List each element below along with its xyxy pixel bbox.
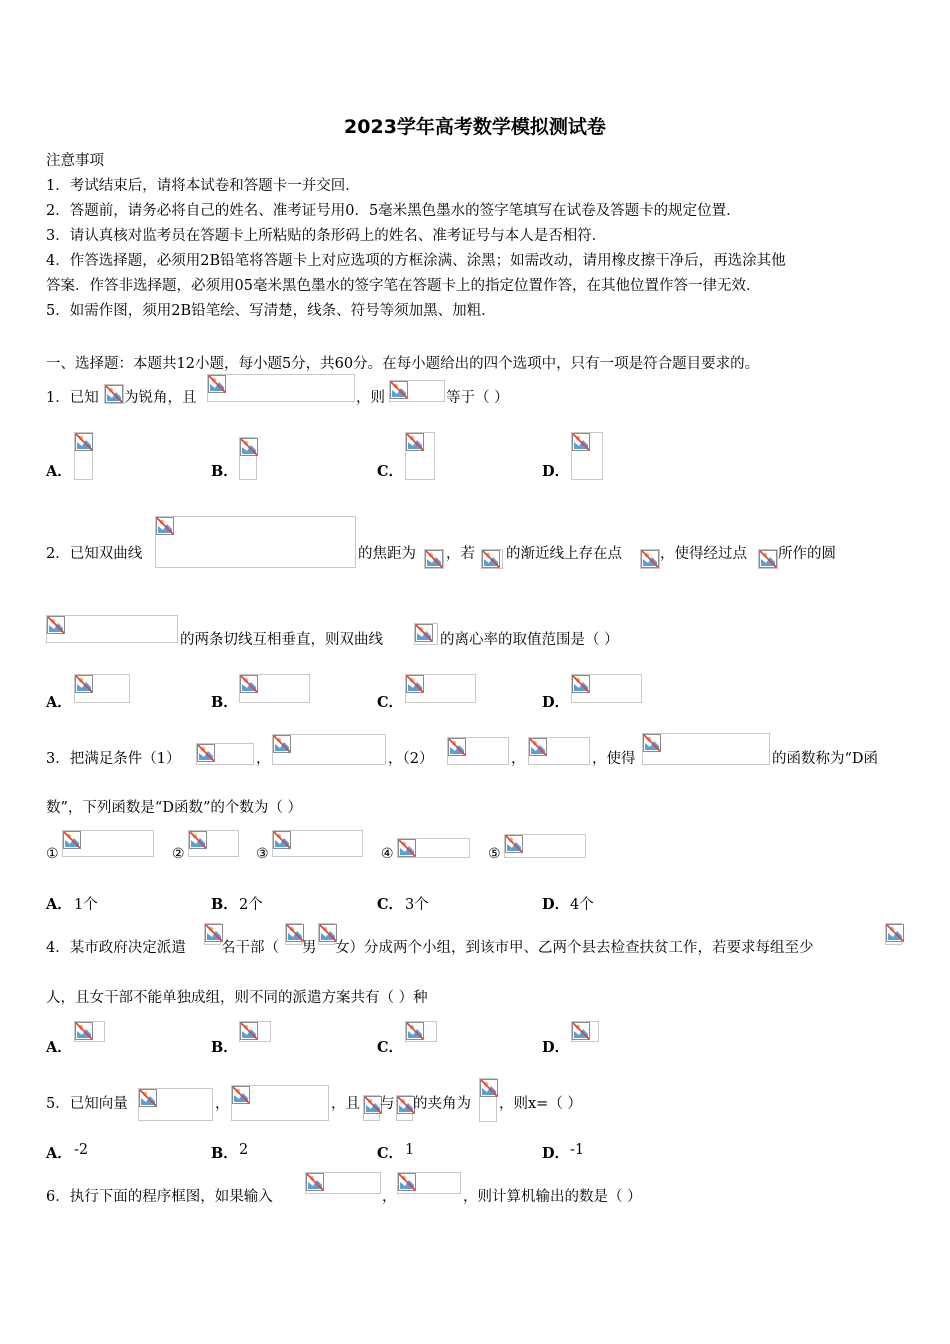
formula-image	[46, 615, 178, 643]
broken-image-icon	[197, 744, 215, 762]
broken-image-icon	[232, 1086, 250, 1104]
formula-image	[104, 384, 124, 404]
q4-text-1: 4．某市政府决定派遣	[46, 940, 186, 956]
q3-option-a-label: A．	[46, 896, 72, 913]
q5-option-b-value: 2	[239, 1142, 249, 1158]
q6-text-1: 6．执行下面的程序框图，如果输入	[46, 1189, 273, 1205]
formula-image	[305, 1172, 381, 1194]
q3-item-2-image	[188, 830, 239, 857]
q2-option-b-label: B．	[211, 694, 238, 711]
broken-image-icon	[641, 550, 659, 568]
broken-image-icon	[886, 924, 904, 942]
notice-item-1: 1．考试结束后，请将本试卷和答题卡一并交回．	[46, 178, 360, 194]
formula-image	[447, 737, 509, 765]
broken-image-icon	[240, 438, 258, 456]
q2-text-2: 的焦距为	[358, 546, 416, 562]
broken-image-icon	[240, 675, 258, 693]
broken-image-icon	[189, 831, 207, 849]
formula-image	[642, 733, 770, 765]
q3-option-d-label: D．	[542, 896, 570, 913]
q5-option-c-label: C．	[377, 1145, 404, 1162]
formula-image	[196, 743, 254, 765]
broken-image-icon	[480, 1079, 498, 1097]
q5-option-a-label: A．	[46, 1145, 72, 1162]
q1-option-c-image	[405, 432, 435, 480]
q3-text-2: ，	[256, 751, 271, 767]
broken-image-icon	[208, 375, 226, 393]
formula-image	[397, 1172, 461, 1194]
q3-item-3-image	[272, 830, 363, 857]
broken-image-icon	[406, 433, 424, 451]
q2-option-a-image	[74, 674, 130, 703]
q4-text-3: 男	[302, 940, 317, 956]
q3-option-a-value: 1个	[74, 897, 98, 913]
q2-text-1: 2．已知双曲线	[46, 546, 143, 562]
formula-image	[885, 923, 902, 945]
q3-item-1-marker: ①	[46, 846, 59, 862]
q3-text-6: 的函数称为“D函	[772, 751, 879, 767]
q2-text-3: ，若	[446, 546, 475, 562]
q2-option-d-label: D．	[542, 694, 570, 711]
q5-option-c-value: 1	[405, 1142, 415, 1158]
q3-text-1: 3．把满足条件（1）	[46, 751, 181, 767]
broken-image-icon	[572, 433, 590, 451]
q4-option-c-image	[405, 1021, 437, 1042]
formula-image	[481, 549, 503, 569]
q4-option-d-label: D．	[542, 1039, 570, 1056]
broken-image-icon	[75, 433, 93, 451]
formula-image	[414, 623, 438, 645]
q1-text-3: ，则	[356, 390, 385, 406]
q5-option-b-label: B．	[211, 1145, 238, 1162]
q3-option-d-value: 4个	[570, 897, 594, 913]
broken-image-icon	[643, 734, 661, 752]
q2-text-4: 的渐近线上存在点	[506, 546, 622, 562]
q4-option-b-image	[239, 1021, 271, 1042]
formula-image	[285, 923, 302, 945]
q5-text-1: 5．已知向量	[46, 1096, 128, 1112]
broken-image-icon	[390, 381, 408, 399]
broken-image-icon	[240, 1022, 258, 1040]
q3-item-3-marker: ③	[256, 846, 269, 862]
broken-image-icon	[482, 550, 500, 568]
formula-image	[155, 516, 356, 568]
formula-image	[396, 1095, 413, 1121]
q3-option-c-label: C．	[377, 896, 404, 913]
q5-text-6: ，则x=（ ）	[499, 1096, 582, 1112]
broken-image-icon	[398, 839, 416, 857]
broken-image-icon	[63, 831, 81, 849]
formula-image	[758, 549, 778, 569]
q3-item-4-image	[397, 838, 470, 858]
q1-text-2: 为锐角，且	[124, 390, 197, 406]
q3-item-2-marker: ②	[172, 846, 185, 862]
q5-text-4: 与	[380, 1096, 395, 1112]
formula-image	[479, 1078, 497, 1122]
q2-option-c-label: C．	[377, 694, 404, 711]
q1-option-d-label: D．	[542, 463, 570, 480]
formula-image	[389, 380, 445, 402]
q2-text-8: 的离心率的取值范围是（ ）	[440, 632, 619, 648]
q2-text-7: 的两条切线互相垂直，则双曲线	[180, 632, 383, 648]
q3-item-5-image	[504, 834, 586, 858]
q1-option-c-label: C．	[377, 463, 404, 480]
broken-image-icon	[75, 1022, 93, 1040]
formula-image	[207, 374, 355, 402]
broken-image-icon	[529, 738, 547, 756]
q5-option-d-label: D．	[542, 1145, 570, 1162]
q5-text-2: ，	[215, 1096, 230, 1112]
notice-item-4-cont: 答案．作答非选择题，必须用05毫米黑色墨水的签字笔在答题卡上的指定位置作答，在其他位置作答一律无效．	[46, 278, 761, 294]
exam-title: 2023学年高考数学模拟测试卷	[344, 116, 606, 138]
q3-text-4: ，	[511, 751, 526, 767]
q2-option-b-image	[239, 674, 310, 703]
q2-text-5: ，使得经过点	[660, 546, 747, 562]
formula-image	[231, 1085, 329, 1121]
q3-option-b-label: B．	[211, 896, 238, 913]
q6-text-3: ，则计算机输出的数是（ ）	[463, 1189, 642, 1205]
q3-item-5-marker: ⑤	[488, 846, 501, 862]
broken-image-icon	[759, 550, 777, 568]
formula-image	[424, 549, 444, 569]
notice-item-4: 4．作答选择题，必须用2B铅笔将答题卡上对应选项的方框涂满、涂黑；如需改动，请用橡皮擦干净后，再选涂其他	[46, 253, 786, 269]
broken-image-icon	[406, 675, 424, 693]
broken-image-icon	[406, 1022, 424, 1040]
notice-item-5: 5．如需作图，须用2B铅笔绘、写清楚，线条、符号等须加黑、加粗．	[46, 303, 496, 319]
broken-image-icon	[572, 675, 590, 693]
broken-image-icon	[273, 735, 291, 753]
q5-text-3: ，且	[331, 1096, 360, 1112]
q1-text-1: 1．已知	[46, 390, 99, 406]
q5-option-a-value: -2	[74, 1142, 89, 1158]
q5-option-d-value: -1	[570, 1142, 585, 1158]
q1-option-a-label: A．	[46, 463, 72, 480]
broken-image-icon	[505, 835, 523, 853]
q4-text-2: 名干部（	[221, 940, 279, 956]
q2-option-d-image	[571, 674, 642, 703]
broken-image-icon	[448, 738, 466, 756]
broken-image-icon	[47, 616, 65, 634]
q4-option-a-label: A．	[46, 1039, 72, 1056]
broken-image-icon	[572, 1022, 590, 1040]
notice-heading: 注意事项	[46, 153, 104, 169]
q3-item-4-marker: ④	[381, 846, 394, 862]
q3-option-b-value: 2个	[239, 897, 263, 913]
q3-text-3: ，（2）	[388, 751, 434, 767]
formula-image	[204, 923, 221, 945]
broken-image-icon	[156, 517, 174, 535]
q2-text-6: 所作的圆	[778, 546, 836, 562]
broken-image-icon	[306, 1173, 324, 1191]
broken-image-icon	[415, 624, 433, 642]
broken-image-icon	[75, 675, 93, 693]
q5-text-5: 的夹角为	[413, 1096, 471, 1112]
q1-option-b-label: B．	[211, 463, 238, 480]
formula-image	[272, 734, 386, 765]
broken-image-icon	[425, 550, 443, 568]
q1-option-b-image	[239, 437, 257, 480]
q6-text-2: ，	[382, 1189, 397, 1205]
q1-option-d-image	[571, 432, 603, 480]
broken-image-icon	[105, 385, 123, 403]
section-heading: 一、选择题：本题共12小题，每小题5分，共60分。在每小题给出的四个选项中，只有一项是符合题目要求的。	[46, 356, 760, 372]
q1-text-4: 等于（ ）	[446, 390, 509, 406]
q3-text-5: ，使得	[592, 751, 636, 767]
notice-item-3: 3．请认真核对监考员在答题卡上所粘贴的条形码上的姓名、准考证号与本人是否相符．	[46, 228, 607, 244]
broken-image-icon	[398, 1173, 416, 1191]
q3-text-7: 数”，下列函数是“D函数”的个数为（ ）	[46, 800, 302, 816]
formula-image	[138, 1088, 213, 1121]
formula-image	[640, 549, 660, 569]
broken-image-icon	[273, 831, 291, 849]
formula-image	[363, 1095, 380, 1121]
q2-option-c-image	[405, 674, 476, 703]
q2-option-a-label: A．	[46, 694, 72, 711]
q1-option-a-image	[74, 432, 93, 480]
q4-option-a-image	[74, 1021, 105, 1042]
q4-option-b-label: B．	[211, 1039, 238, 1056]
q4-text-5: 人，且女干部不能单独成组，则不同的派遣方案共有（ ）种	[46, 990, 428, 1006]
q3-item-1-image	[62, 830, 154, 857]
notice-item-2: 2．答题前，请务必将自己的姓名、准考证号用0．5毫米黑色墨水的签字笔填写在试卷及答题卡的规定位置．	[46, 203, 741, 219]
q4-option-d-image	[571, 1021, 599, 1042]
q4-option-c-label: C．	[377, 1039, 404, 1056]
broken-image-icon	[139, 1089, 157, 1107]
formula-image	[318, 923, 335, 945]
formula-image	[528, 737, 590, 765]
q3-option-c-value: 3个	[405, 897, 429, 913]
q4-text-4: 女）分成两个小组，到该市甲、乙两个县去检查扶贫工作，若要求每组至少	[335, 940, 814, 956]
